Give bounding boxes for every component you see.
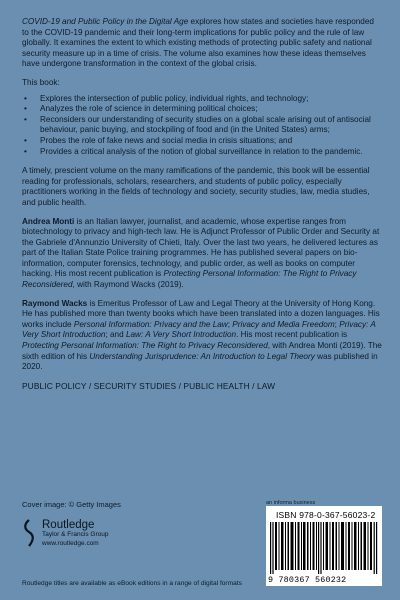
author-name: Raymond Wacks (22, 298, 88, 308)
list-item: • Analyzes the role of science in determining political choices; (22, 104, 382, 115)
bio-text: , with Andrea Monti (2019). The sixth edition of his (22, 341, 382, 361)
feature-list (22, 94, 382, 158)
publisher-text (42, 519, 108, 549)
book-reference: Privacy: A Very Short Introduction (22, 319, 376, 340)
list-item: • Provides a critical analysis of the notion of global surveillance in relation to the pandemic. (22, 147, 382, 158)
publisher-url: www.routledge.com (42, 540, 99, 547)
author-name: Andrea Monti (22, 216, 75, 226)
bio-text: is an Italian lawyer, journalist, and academic, whose expertise ranges from biotechnology to privacy and high-tech law. He is Adjunct Professor of Public Order and Security at the Gabriele d'Annunzio University of Chieti, Italy. Over the last two years, he delivered lectures as part of the Italian State Police training programmes. He has published several papers on bio-information, computer forensics, technology, and public order, as well as books on computer hacking. His most recent publication is (22, 216, 380, 279)
book-reference: Personal Information: Privacy and the Law (73, 319, 228, 329)
book-reference: Privacy and Media Freedom (232, 319, 335, 329)
bio-text: is Emeritus Professor of Law and Legal Theory at the University of Hong Kong. He has published more than twenty books which have been translated into a dozen languages. His works include (22, 298, 380, 329)
summary-paragraph: A timely, prescient volume on the many ramifications of the pandemic, this book will be essential reading for professionals, scholars, researchers, and students of public policy, especially practitioners working in the fields of technology and society, security studies, law, media studies, and public health. (22, 166, 370, 207)
bio-text: , with Raymond Wacks (2019). (72, 280, 184, 290)
subject-categories: PUBLIC POLICY / SECURITY STUDIES / PUBLIC HEALTH / LAW (22, 380, 276, 391)
informa-tagline: an informa business (266, 500, 316, 506)
book-reference: Understanding Jurisprudence: An Introduction to Legal Theory (89, 351, 315, 361)
author-bio-wacks (22, 299, 382, 373)
ebook-note: Routledge titles are available as eBook editions in a range of digital formats (22, 580, 242, 587)
intro-text: explores how states and societies have responded to the COVID-19 pandemic and their long-term implications for public policy and the rule of law globally. It examines the extent to which existing methods of protecting public safety and national security measure up in a time of crisis. The volume also examines how these ideas themselves have undergone transformation in the context of the global crisis. (22, 17, 374, 69)
back-cover-text (22, 17, 382, 391)
barcode-icon (270, 522, 378, 574)
bio-text: was published in 2020. (22, 351, 378, 372)
bio-text: ; (227, 319, 233, 329)
book-title: COVID-19 and Public Policy in the Digital Age (22, 17, 189, 26)
publisher-logo (22, 519, 108, 549)
bio-text: ; (334, 319, 340, 329)
publisher-group: Taylor & Francis Group (42, 531, 109, 538)
routledge-logo-icon (22, 519, 36, 547)
list-item: • Probes the role of fake news and social media in crisis situations; and (22, 136, 382, 147)
list-item: • Explores the intersection of public policy, individual rights, and technology; (22, 94, 382, 105)
cover-image-credit: Cover image: © Getty Images (22, 500, 121, 509)
book-reference: Protecting Personal Information: The Right to Privacy Reconsidered (22, 341, 268, 351)
list-item: • Reconsiders our understanding of security studies on a global scale arising out of antisocial behaviour, panic buying, and stockpiling of food and (in the United States) arms; (22, 115, 382, 136)
barcode-number: 9 780367 560232 (268, 575, 347, 585)
bio-text: ; and (105, 330, 126, 340)
isbn-label: ISBN 978-0-367-56023-2 (276, 510, 376, 520)
book-reference: Law: A Very Short Introduction (125, 330, 237, 340)
publisher-name: Routledge (42, 519, 95, 531)
book-reference: Protecting Personal Information: The Right to Privacy Reconsidered (22, 269, 357, 290)
intro-paragraph (22, 17, 382, 70)
this-book-label: This book: (22, 77, 60, 87)
bio-text: . His most recent publication is (236, 330, 348, 340)
author-bio-monti (22, 217, 382, 291)
